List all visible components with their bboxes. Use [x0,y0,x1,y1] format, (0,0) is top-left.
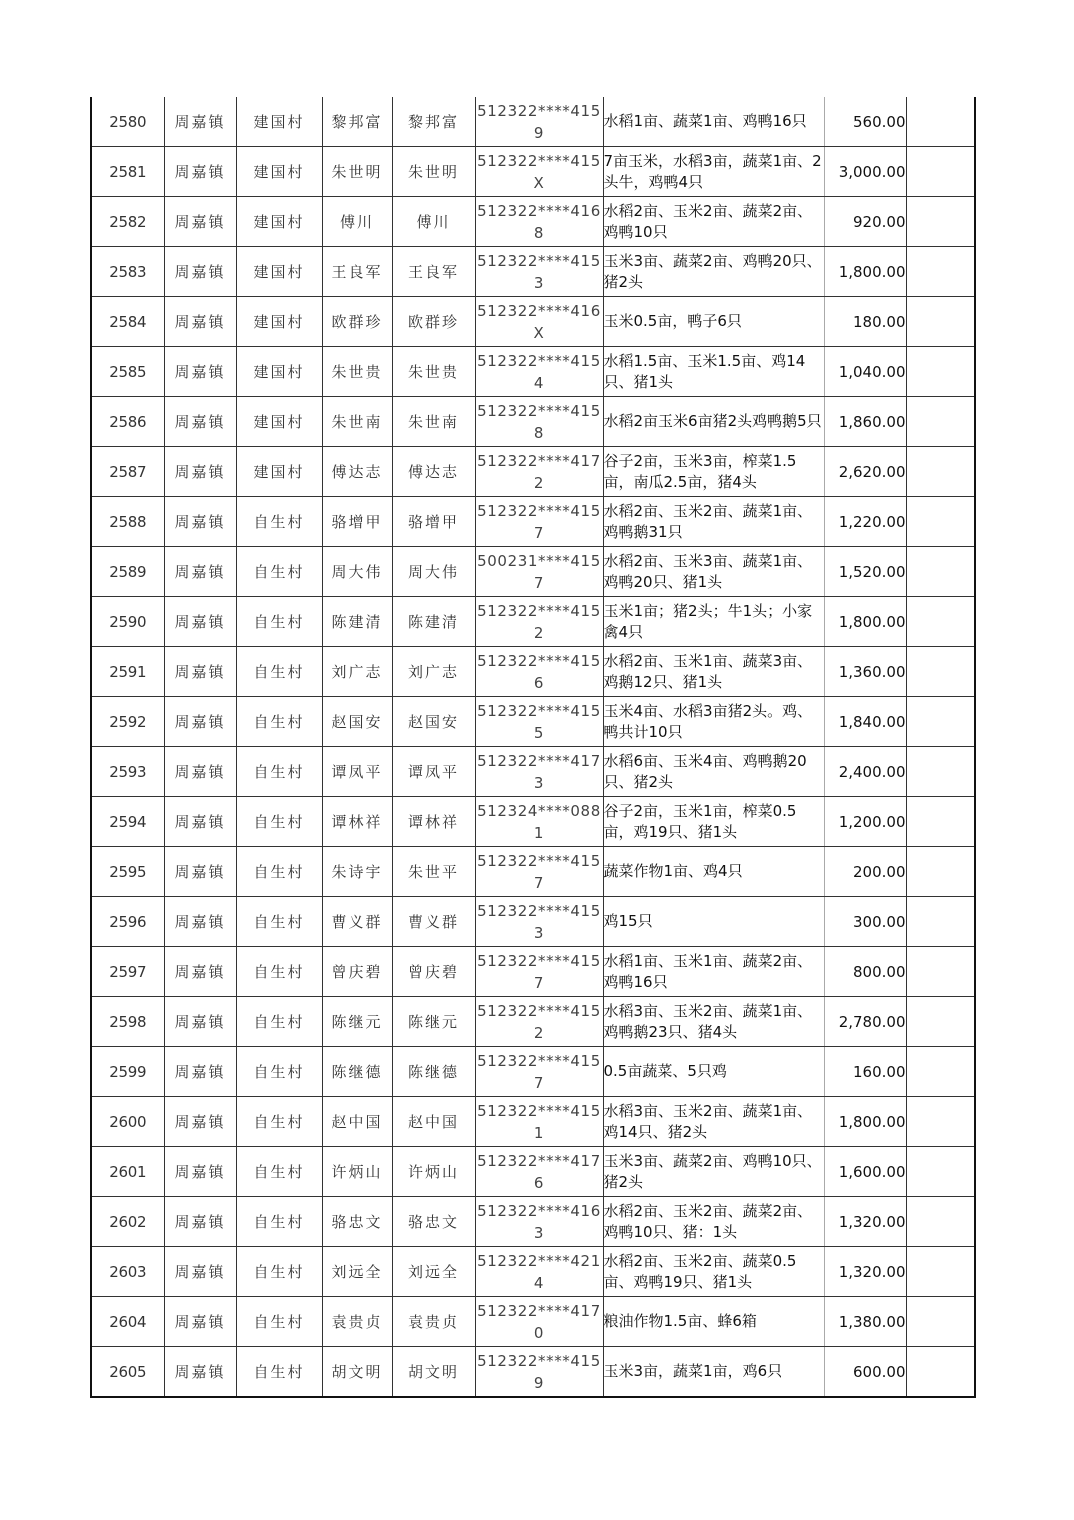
amount-cell: 1,380.00 [824,1297,906,1347]
name-cell: 黎邦富 [322,97,392,147]
remark-cell [906,347,975,397]
name-cell: 曾庆碧 [322,947,392,997]
loss-description-cell: 玉米3亩，蔬菜1亩，鸡6只 [603,1347,824,1398]
table-row [91,797,975,847]
village-cell: 自生村 [236,1347,322,1398]
village-cell: 建国村 [236,297,322,347]
town-cell: 周嘉镇 [164,947,236,997]
remark-cell [906,897,975,947]
loss-description-cell: 水稻2亩、玉米1亩、蔬菜3亩、鸡鹅12只、猪1头 [603,647,824,697]
village-cell: 自生村 [236,1097,322,1147]
amount-cell: 1,600.00 [824,1147,906,1197]
id-number-cell: 512322****4157 [475,947,603,997]
row-number-cell: 2581 [91,147,164,197]
table-row [91,397,975,447]
id-number-cell: 512322****4173 [475,747,603,797]
payee-cell: 陈继元 [392,997,475,1047]
loss-description-cell: 玉米1亩；猪2头；牛1头；小家禽4只 [603,597,824,647]
payee-cell: 欧群珍 [392,297,475,347]
remark-cell [906,747,975,797]
id-number-cell: 512322****4176 [475,1147,603,1197]
name-cell: 刘远全 [322,1247,392,1297]
id-number-cell: 512322****4168 [475,197,603,247]
table-row [91,97,975,147]
loss-description-cell: 水稻3亩、玉米2亩、蔬菜1亩、鸡鸭鹅23只、猪4头 [603,997,824,1047]
name-cell: 赵中国 [322,1097,392,1147]
payee-cell: 周大伟 [392,547,475,597]
remark-cell [906,397,975,447]
payee-cell: 刘广志 [392,647,475,697]
loss-description-cell: 水稻1亩、玉米1亩、蔬菜2亩、鸡鸭16只 [603,947,824,997]
payee-cell: 陈建清 [392,597,475,647]
town-cell: 周嘉镇 [164,1197,236,1247]
table-row [91,147,975,197]
remark-cell [906,497,975,547]
loss-description-cell: 玉米0.5亩，鸭子6只 [603,297,824,347]
remark-cell [906,1347,975,1398]
village-cell: 自生村 [236,497,322,547]
table-row [91,747,975,797]
village-cell: 自生村 [236,1147,322,1197]
id-number-cell: 512324****0881 [475,797,603,847]
table-row [91,347,975,397]
row-number-cell: 2586 [91,397,164,447]
loss-description-cell: 鸡15只 [603,897,824,947]
table-row [91,697,975,747]
name-cell: 陈继元 [322,997,392,1047]
id-number-cell: 512322****4157 [475,847,603,897]
remark-cell [906,797,975,847]
village-cell: 建国村 [236,247,322,297]
town-cell: 周嘉镇 [164,397,236,447]
remark-cell [906,1097,975,1147]
id-number-cell: 512322****415X [475,147,603,197]
table-row [91,297,975,347]
row-number-cell: 2592 [91,697,164,747]
remark-cell [906,947,975,997]
town-cell: 周嘉镇 [164,1297,236,1347]
amount-cell: 1,840.00 [824,697,906,747]
village-cell: 自生村 [236,897,322,947]
row-number-cell: 2601 [91,1147,164,1197]
payee-cell: 曾庆碧 [392,947,475,997]
table-row [91,547,975,597]
amount-cell: 800.00 [824,947,906,997]
village-cell: 自生村 [236,947,322,997]
payee-cell: 袁贵贞 [392,1297,475,1347]
id-number-cell: 512322****4157 [475,497,603,547]
amount-cell: 1,800.00 [824,247,906,297]
payee-cell: 曹义群 [392,897,475,947]
village-cell: 建国村 [236,347,322,397]
name-cell: 谭凤平 [322,747,392,797]
table-row [91,647,975,697]
amount-cell: 1,320.00 [824,1247,906,1297]
village-cell: 自生村 [236,547,322,597]
remark-cell [906,1147,975,1197]
amount-cell: 180.00 [824,297,906,347]
village-cell: 自生村 [236,597,322,647]
village-cell: 自生村 [236,697,322,747]
loss-description-cell: 水稻2亩玉米6亩猪2头鸡鸭鹅5只 [603,397,824,447]
row-number-cell: 2602 [91,1197,164,1247]
row-number-cell: 2598 [91,997,164,1047]
name-cell: 王良军 [322,247,392,297]
village-cell: 自生村 [236,1297,322,1347]
id-number-cell: 512322****4152 [475,597,603,647]
remark-cell [906,97,975,147]
table-row [91,197,975,247]
village-cell: 建国村 [236,147,322,197]
loss-description-cell: 水稻6亩、玉米4亩、鸡鸭鹅20只、猪2头 [603,747,824,797]
name-cell: 傅川 [322,197,392,247]
village-cell: 自生村 [236,1197,322,1247]
row-number-cell: 2593 [91,747,164,797]
village-cell: 自生村 [236,797,322,847]
remark-cell [906,447,975,497]
payee-cell: 赵中国 [392,1097,475,1147]
row-number-cell: 2582 [91,197,164,247]
payee-cell: 朱世南 [392,397,475,447]
id-number-cell: 512322****4154 [475,347,603,397]
id-number-cell: 512322****416X [475,297,603,347]
loss-description-cell: 7亩玉米，水稻3亩，蔬菜1亩、2头牛，鸡鸭4只 [603,147,824,197]
name-cell: 朱世明 [322,147,392,197]
row-number-cell: 2596 [91,897,164,947]
town-cell: 周嘉镇 [164,347,236,397]
id-number-cell: 512322****4214 [475,1247,603,1297]
loss-description-cell: 蔬菜作物1亩、鸡4只 [603,847,824,897]
loss-description-cell: 水稻2亩、玉米2亩、蔬菜1亩、鸡鸭鹅31只 [603,497,824,547]
row-number-cell: 2597 [91,947,164,997]
table-row [91,947,975,997]
town-cell: 周嘉镇 [164,97,236,147]
row-number-cell: 2591 [91,647,164,697]
name-cell: 袁贵贞 [322,1297,392,1347]
village-cell: 自生村 [236,747,322,797]
town-cell: 周嘉镇 [164,297,236,347]
loss-description-cell: 水稻2亩、玉米2亩、蔬菜2亩、鸡鸭10只、猪：1头 [603,1197,824,1247]
table-row [91,497,975,547]
town-cell: 周嘉镇 [164,897,236,947]
amount-cell: 560.00 [824,97,906,147]
payee-cell: 赵国安 [392,697,475,747]
name-cell: 骆增甲 [322,497,392,547]
remark-cell [906,547,975,597]
town-cell: 周嘉镇 [164,1047,236,1097]
table-row [91,1197,975,1247]
row-number-cell: 2589 [91,547,164,597]
row-number-cell: 2585 [91,347,164,397]
payee-cell: 胡文明 [392,1347,475,1398]
table-row [91,1247,975,1297]
id-number-cell: 500231****4157 [475,547,603,597]
id-number-cell: 512322****4172 [475,447,603,497]
village-cell: 建国村 [236,197,322,247]
id-number-cell: 512322****4153 [475,897,603,947]
remark-cell [906,597,975,647]
village-cell: 建国村 [236,397,322,447]
row-number-cell: 2584 [91,297,164,347]
amount-cell: 2,780.00 [824,997,906,1047]
loss-description-cell: 0.5亩蔬菜、5只鸡 [603,1047,824,1097]
town-cell: 周嘉镇 [164,847,236,897]
remark-cell [906,197,975,247]
town-cell: 周嘉镇 [164,647,236,697]
village-cell: 自生村 [236,1047,322,1097]
loss-description-cell: 谷子2亩，玉米1亩，榨菜0.5亩，鸡19只、猪1头 [603,797,824,847]
town-cell: 周嘉镇 [164,147,236,197]
loss-description-cell: 水稻2亩、玉米3亩、蔬菜1亩、鸡鸭20只、猪1头 [603,547,824,597]
loss-description-cell: 粮油作物1.5亩、蜂6箱 [603,1297,824,1347]
table-row [91,1047,975,1097]
amount-cell: 1,800.00 [824,1097,906,1147]
remark-cell [906,147,975,197]
remark-cell [906,697,975,747]
id-number-cell: 512322****4151 [475,1097,603,1147]
amount-cell: 1,320.00 [824,1197,906,1247]
town-cell: 周嘉镇 [164,547,236,597]
town-cell: 周嘉镇 [164,1097,236,1147]
name-cell: 朱世贵 [322,347,392,397]
payee-cell: 谭凤平 [392,747,475,797]
payee-cell: 傅达志 [392,447,475,497]
subsidy-ledger-page [90,97,974,1398]
town-cell: 周嘉镇 [164,497,236,547]
loss-description-cell: 玉米4亩、水稻3亩猪2头。鸡、鸭共计10只 [603,697,824,747]
payee-cell: 许炳山 [392,1147,475,1197]
remark-cell [906,847,975,897]
name-cell: 朱诗宇 [322,847,392,897]
row-number-cell: 2600 [91,1097,164,1147]
remark-cell [906,997,975,1047]
loss-description-cell: 谷子2亩，玉米3亩，榨菜1.5亩，南瓜2.5亩，猪4头 [603,447,824,497]
payee-cell: 谭林祥 [392,797,475,847]
id-number-cell: 512322****4170 [475,1297,603,1347]
table-body [91,97,975,1397]
row-number-cell: 2580 [91,97,164,147]
town-cell: 周嘉镇 [164,597,236,647]
row-number-cell: 2599 [91,1047,164,1097]
loss-description-cell: 水稻1亩、蔬菜1亩、鸡鸭16只 [603,97,824,147]
name-cell: 欧群珍 [322,297,392,347]
amount-cell: 2,620.00 [824,447,906,497]
payee-cell: 朱世贵 [392,347,475,397]
row-number-cell: 2603 [91,1247,164,1297]
village-cell: 自生村 [236,647,322,697]
loss-description-cell: 水稻1.5亩、玉米1.5亩、鸡14只、猪1头 [603,347,824,397]
town-cell: 周嘉镇 [164,1347,236,1398]
town-cell: 周嘉镇 [164,997,236,1047]
amount-cell: 600.00 [824,1347,906,1398]
village-cell: 自生村 [236,997,322,1047]
payee-cell: 黎邦富 [392,97,475,147]
amount-cell: 200.00 [824,847,906,897]
amount-cell: 1,520.00 [824,547,906,597]
village-cell: 自生村 [236,847,322,897]
amount-cell: 1,200.00 [824,797,906,847]
town-cell: 周嘉镇 [164,197,236,247]
town-cell: 周嘉镇 [164,797,236,847]
name-cell: 刘广志 [322,647,392,697]
id-number-cell: 512322****4153 [475,247,603,297]
town-cell: 周嘉镇 [164,1147,236,1197]
amount-cell: 3,000.00 [824,147,906,197]
row-number-cell: 2588 [91,497,164,547]
amount-cell: 1,360.00 [824,647,906,697]
loss-description-cell: 水稻2亩、玉米2亩、蔬菜0.5亩、鸡鸭19只、猪1头 [603,1247,824,1297]
table-row [91,597,975,647]
name-cell: 赵国安 [322,697,392,747]
id-number-cell: 512322****4158 [475,397,603,447]
id-number-cell: 512322****4155 [475,697,603,747]
payee-cell: 骆增甲 [392,497,475,547]
town-cell: 周嘉镇 [164,747,236,797]
name-cell: 许炳山 [322,1147,392,1197]
name-cell: 胡文明 [322,1347,392,1398]
name-cell: 朱世南 [322,397,392,447]
table-row [91,1347,975,1398]
amount-cell: 1,860.00 [824,397,906,447]
row-number-cell: 2595 [91,847,164,897]
name-cell: 曹义群 [322,897,392,947]
remark-cell [906,647,975,697]
row-number-cell: 2587 [91,447,164,497]
loss-description-cell: 水稻3亩、玉米2亩、蔬菜1亩、鸡14只、猪2头 [603,1097,824,1147]
remark-cell [906,1197,975,1247]
id-number-cell: 512322****4159 [475,1347,603,1398]
amount-cell: 1,800.00 [824,597,906,647]
loss-description-cell: 玉米3亩、蔬菜2亩、鸡鸭20只、猪2头 [603,247,824,297]
town-cell: 周嘉镇 [164,697,236,747]
row-number-cell: 2605 [91,1347,164,1398]
table-row [91,897,975,947]
payee-cell: 傅川 [392,197,475,247]
id-number-cell: 512322****4159 [475,97,603,147]
row-number-cell: 2590 [91,597,164,647]
amount-cell: 160.00 [824,1047,906,1097]
remark-cell [906,1297,975,1347]
amount-cell: 2,400.00 [824,747,906,797]
amount-cell: 300.00 [824,897,906,947]
id-number-cell: 512322****4156 [475,647,603,697]
payee-cell: 刘远全 [392,1247,475,1297]
payee-cell: 骆忠文 [392,1197,475,1247]
payee-cell: 王良军 [392,247,475,297]
payee-cell: 朱世明 [392,147,475,197]
name-cell: 陈继德 [322,1047,392,1097]
remark-cell [906,1047,975,1097]
name-cell: 周大伟 [322,547,392,597]
name-cell: 谭林祥 [322,797,392,847]
table-row [91,247,975,297]
name-cell: 骆忠文 [322,1197,392,1247]
town-cell: 周嘉镇 [164,247,236,297]
row-number-cell: 2583 [91,247,164,297]
town-cell: 周嘉镇 [164,447,236,497]
subsidy-table [90,97,976,1398]
amount-cell: 920.00 [824,197,906,247]
id-number-cell: 512322****4163 [475,1197,603,1247]
remark-cell [906,297,975,347]
payee-cell: 朱世平 [392,847,475,897]
table-row [91,1297,975,1347]
table-row [91,847,975,897]
village-cell: 建国村 [236,447,322,497]
row-number-cell: 2604 [91,1297,164,1347]
id-number-cell: 512322****4152 [475,997,603,1047]
loss-description-cell: 水稻2亩、玉米2亩、蔬菜2亩、鸡鸭10只 [603,197,824,247]
table-row [91,1097,975,1147]
row-number-cell: 2594 [91,797,164,847]
name-cell: 陈建清 [322,597,392,647]
town-cell: 周嘉镇 [164,1247,236,1297]
amount-cell: 1,040.00 [824,347,906,397]
loss-description-cell: 玉米3亩、蔬菜2亩、鸡鸭10只、猪2头 [603,1147,824,1197]
village-cell: 自生村 [236,1247,322,1297]
table-row [91,447,975,497]
village-cell: 建国村 [236,97,322,147]
remark-cell [906,247,975,297]
table-row [91,997,975,1047]
amount-cell: 1,220.00 [824,497,906,547]
remark-cell [906,1247,975,1297]
payee-cell: 陈继德 [392,1047,475,1097]
name-cell: 傅达志 [322,447,392,497]
id-number-cell: 512322****4157 [475,1047,603,1097]
table-row [91,1147,975,1197]
